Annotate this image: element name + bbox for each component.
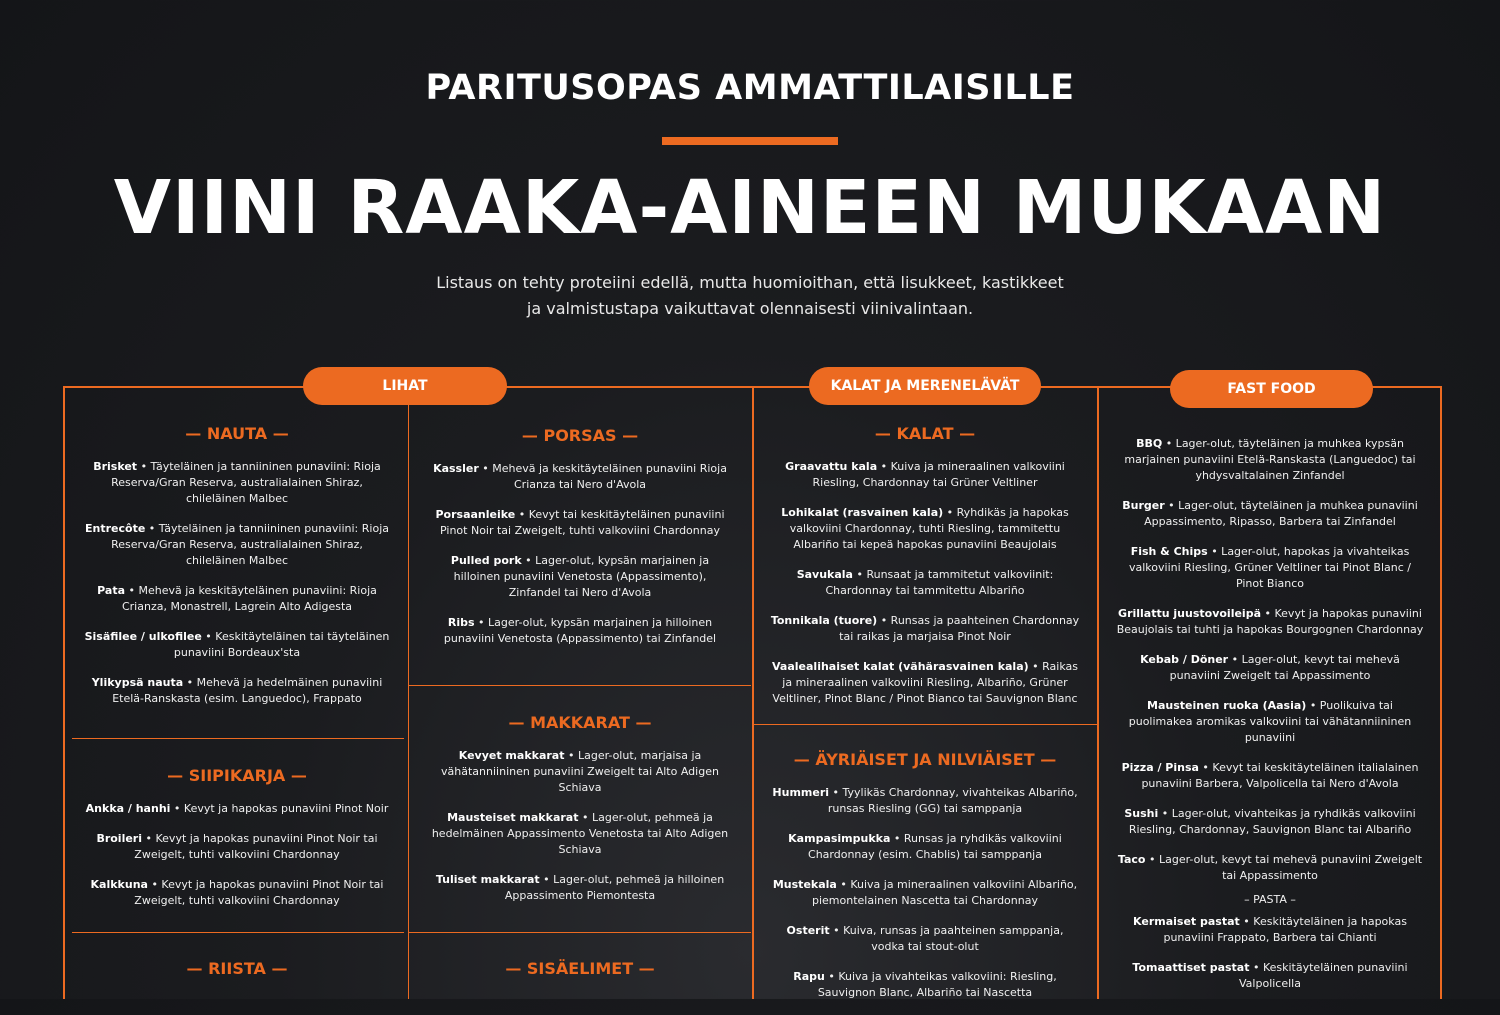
list-item: Broileri • Kevyt ja hapokas punaviini Pinot Noir tai Zweigelt, tuhti valkoviini Chardonnay xyxy=(96,832,378,861)
subheading-pasta: – PASTA – xyxy=(1244,893,1296,906)
list-item: Mausteiset makkarat • Lager-olut, pehmeä ja hedelmäinen Appassimento Venetosta tai Alto Adigen Schiava xyxy=(431,811,729,856)
list-item: Brisket • Täyteläinen ja tanniininen punaviini: Rioja Reserva/Gran Reserva, australialainen Shiraz, chileläinen Malbec xyxy=(93,460,381,505)
list-item: Fish & Chips • Lager-olut, hapokas ja vivahteikas valkoviini Riesling, Grüner Veltliner tai Pinot Blanc / Pinot Bianco xyxy=(1128,545,1411,590)
list-item: Sushi • Lager-olut, vivahteikas ja ryhdikäs valkoviini Riesling, Chardonnay, Sauvignon Blanc tai Albariño xyxy=(1124,807,1416,836)
list-item: Ankka / hanhi • Kevyt ja hapokas punaviini Pinot Noir xyxy=(85,802,389,815)
list-item: Kassler • Mehevä ja keskitäyteläinen punaviini Rioja Crianza tai Nero d'Avola xyxy=(433,462,727,491)
list-item: Vaalealihaiset kalat (vähärasvainen kala) • Raikas ja mineraalinen valkoviini Riesling, Albariño, Grüner Veltliner, Pinot Blanc / Pinot Bianco tai Sauvignon Blanc xyxy=(772,660,1078,705)
divider-fastfood-col xyxy=(1097,386,1099,999)
divider-makkarat-sisaelimet xyxy=(409,932,751,933)
list-item: Grillattu juustovoileipä • Kevyt ja hapokas punaviini Beaujolais tai tuhti ja hapokas Bourgognen Chardonnay xyxy=(1116,607,1424,636)
list-item: Kebab / Döner • Lager-olut, kevyt tai mehevä punaviini Zweigelt tai Appassimento xyxy=(1140,653,1400,682)
divider-lihat-col xyxy=(408,386,409,999)
list-item: Tonnikala (tuore) • Runsas ja paahteinen Chardonnay tai raikas ja marjaisa Pinot Noir xyxy=(770,614,1080,643)
category-pill-kalat: KALAT JA MERENELÄVÄT xyxy=(809,367,1041,405)
section-title-siipikarja: — SIIPIKARJA — xyxy=(167,766,307,785)
section-title-sisaelimet: — SISÄELIMET — xyxy=(505,959,655,978)
list-item: Lohikalat (rasvainen kala) • Ryhdikäs ja hapokas valkoviini Chardonnay, tuhti Riesling, tammitettu Albariño tai kepeä hapokas punaviini Beaujolais xyxy=(781,506,1069,551)
list-item: Kermaiset pastat • Keskitäyteläinen ja hapokas punaviini Frappato, Barbera tai Chianti xyxy=(1133,915,1407,944)
list-item: Osterit • Kuiva, runsas ja paahteinen samppanja, vodka tai stout-olut xyxy=(786,924,1064,953)
list-item: Mustekala • Kuiva ja mineraalinen valkoviini Albariño, piemontelainen Nascetta tai Chardonnay xyxy=(772,878,1078,907)
list-item: Pulled pork • Lager-olut, kypsän marjainen ja hilloinen punaviini Venetosta (Appassimento), Zinfandel tai Nero d'Avola xyxy=(450,554,710,599)
section-title-porsas: — PORSAS — xyxy=(521,426,639,445)
list-item: Porsaanleike • Kevyt tai keskitäyteläinen punaviini Pinot Noir tai Zweigelt, tuhti valkoviini Chardonnay xyxy=(435,508,725,537)
section-ayriaiset xyxy=(762,750,1088,1015)
category-pill-lihat: LIHAT xyxy=(303,367,507,405)
orange-divider xyxy=(662,137,838,145)
list-item: Tuliset makkarat • Lager-olut, pehmeä ja hilloinen Appassimento Piemontesta xyxy=(435,873,725,902)
section-riista xyxy=(72,959,402,994)
list-item: Entrecôte • Täyteläinen ja tanniininen punaviini: Rioja Reserva/Gran Reserva, australialainen Shiraz, chileläinen Malbec xyxy=(85,522,389,567)
intro-line-2: ja valmistustapa vaikuttavat olennaisesti viinivalintaan. xyxy=(526,299,974,318)
list-item: Kevyet makkarat • Lager-olut, marjaisa ja vähätanniininen punaviini Zweigelt tai Alto Adigen Schiava xyxy=(441,749,719,794)
section-title-ayriaiset: — ÄYRIÄISET JA NILVIÄISET — xyxy=(793,750,1057,769)
list-item: Savukala • Runsaat ja tammitetut valkoviinit: Chardonnay tai tammitettu Albariño xyxy=(796,568,1054,597)
section-porsas xyxy=(418,426,742,661)
list-item: Burger • Lager-olut, täyteläinen ja muhkea punaviini Appassimento, Ripasso, Barbera tai Zinfandel xyxy=(1122,499,1418,528)
list-item: Rapu • Kuiva ja vivahteikas valkoviini: Riesling, Sauvignon Blanc, Albariño tai Nascetta xyxy=(793,970,1057,999)
section-nauta xyxy=(72,424,402,721)
kicker-heading: PARITUSOPAS AMMATTILAISILLE xyxy=(425,68,1075,108)
section-title-makkarat: — MAKKARAT — xyxy=(508,713,652,732)
left-border xyxy=(63,386,65,999)
section-title-riista: — RIISTA — xyxy=(186,959,288,978)
list-item: Hummeri • Tyylikäs Chardonnay, vivahteikas Albariño, runsas Riesling (GG) tai samppanja xyxy=(772,786,1078,815)
divider-nauta-siipikarja xyxy=(72,738,404,739)
section-siipikarja xyxy=(72,766,402,923)
list-item: Sisäfilee / ulkofilee • Keskitäyteläinen tai täyteläinen punaviini Bordeaux'sta xyxy=(84,630,390,659)
page-title: VIINI RAAKA-AINEEN MUKAAN xyxy=(113,165,1387,251)
divider-porsas-makkarat xyxy=(409,685,751,686)
divider-kalat-ayriaiset xyxy=(754,724,1097,725)
intro-line-1: Listaus on tehty proteiini edellä, mutta huomioithan, että lisukkeet, kastikkeet xyxy=(436,273,1064,292)
section-title-kalat: — KALAT — xyxy=(874,424,976,443)
section-fastfood xyxy=(1107,436,1433,1006)
divider-kalat-col xyxy=(752,386,754,999)
right-border xyxy=(1440,386,1442,999)
section-sisaelimet xyxy=(418,959,742,994)
intro-text xyxy=(0,270,1500,322)
section-makkarat xyxy=(418,713,742,918)
list-item: Ribs • Lager-olut, kypsän marjainen ja hilloinen punaviini Venetosta (Appassimento) tai Zinfandel xyxy=(443,616,717,645)
list-item: BBQ • Lager-olut, täyteläinen ja muhkea kypsän marjainen punaviini Etelä-Ranskasta (Languedoc) tai yhdysvaltalainen Zinfandel xyxy=(1124,437,1416,482)
list-item: Kampasimpukka • Runsas ja ryhdikäs valkoviini Chardonnay (esim. Chablis) tai samppanja xyxy=(788,832,1062,861)
divider-siipikarja-riista xyxy=(72,932,404,933)
list-item: Kalkkuna • Kevyt ja hapokas punaviini Pinot Noir tai Zweigelt, tuhti valkoviini Chardonnay xyxy=(90,878,384,907)
list-item: Ylikypsä nauta • Mehevä ja hedelmäinen punaviini Etelä-Ranskasta (esim. Languedoc), Frappato xyxy=(91,676,383,705)
list-item: Taco • Lager-olut, kevyt tai mehevä punaviini Zweigelt tai Appassimento xyxy=(1117,853,1423,882)
list-item: Graavattu kala • Kuiva ja mineraalinen valkoviini Riesling, Chardonnay tai Grüner Veltliner xyxy=(785,460,1065,489)
list-item: Mausteinen ruoka (Aasia) • Puolikuiva tai puolimakea aromikas valkoviini tai vähätanniininen punaviini xyxy=(1128,699,1412,744)
section-kalat xyxy=(762,424,1088,721)
list-item: Pizza / Pinsa • Kevyt tai keskitäyteläinen italialainen punaviini Barbera, Valpolicella tai Nero d'Avola xyxy=(1121,761,1419,790)
category-pill-fastfood: FAST FOOD xyxy=(1170,370,1373,408)
list-item: Pata • Mehevä ja keskitäyteläinen punaviini: Rioja Crianza, Monastrell, Lagrein Alto Adigesta xyxy=(97,584,377,613)
list-item: Tomaattiset pastat • Keskitäyteläinen punaviini Valpolicella xyxy=(1132,961,1408,990)
section-title-nauta: — NAUTA — xyxy=(185,424,289,443)
